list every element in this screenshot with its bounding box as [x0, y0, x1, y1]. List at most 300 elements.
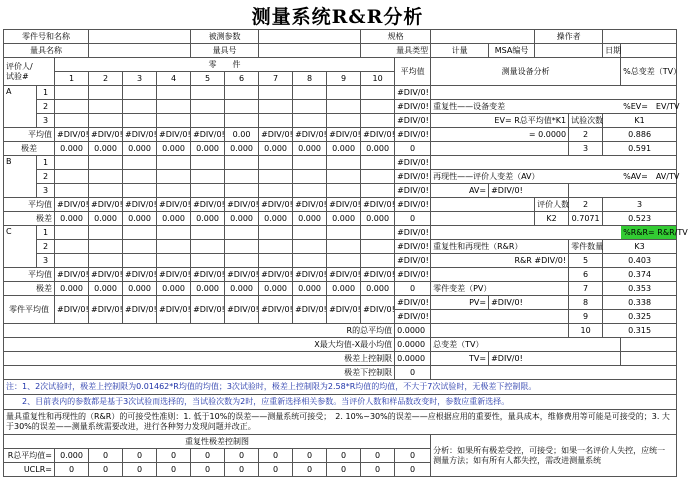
cell-input[interactable]	[89, 254, 123, 268]
part-col-9: 9	[327, 72, 361, 86]
r-avg-value: 0.0000	[395, 324, 431, 338]
a-avg: #DIV/0!	[259, 128, 293, 142]
cell-input[interactable]	[191, 240, 225, 254]
cell-input[interactable]	[225, 254, 259, 268]
chart-ucl-label: UCLR=	[4, 463, 55, 477]
c-avg: #DIV/0!	[191, 268, 225, 282]
a-range: 0.000	[327, 142, 361, 156]
appraiser-b: B	[4, 156, 37, 198]
part-col-4: 4	[157, 72, 191, 86]
cell-input[interactable]	[327, 86, 361, 100]
b-avg: #DIV/0!	[259, 198, 293, 212]
cell-input[interactable]	[293, 254, 327, 268]
cell-input[interactable]	[225, 226, 259, 240]
note-row-3	[4, 410, 677, 435]
ucl-label: 极差上控制限	[4, 352, 395, 366]
trial-no: 1	[37, 226, 55, 240]
cell-input[interactable]	[293, 114, 327, 128]
c-avg: #DIV/0!	[293, 268, 327, 282]
r-avg-label: R的总平均值	[4, 324, 395, 338]
ev-trials-label: 试验次数	[569, 114, 603, 128]
c-range: 0.000	[123, 282, 157, 296]
chart-zero: 0	[361, 449, 395, 463]
rr-parts-label: 零件数量	[569, 240, 603, 254]
cell-input[interactable]	[191, 86, 225, 100]
rr-parts-8: 8	[569, 296, 603, 310]
cell-input[interactable]	[293, 156, 327, 170]
info-row-2	[4, 44, 677, 58]
c-range: 0.000	[225, 282, 259, 296]
cell-input[interactable]	[55, 100, 89, 114]
cell-input[interactable]	[293, 86, 327, 100]
a-range: 0.000	[89, 142, 123, 156]
a-avg: #DIV/0!	[55, 128, 89, 142]
gauge-no-label: 量具号	[191, 44, 259, 58]
cell-input[interactable]	[55, 226, 89, 240]
date-label: 日期	[603, 44, 621, 58]
c-avg-row	[4, 268, 677, 282]
b-trial-3	[4, 184, 677, 198]
part-avg: #DIV/0!	[225, 296, 259, 324]
av-title: 再现性——评价人变差（AV）	[431, 170, 621, 184]
cell-input[interactable]	[327, 100, 361, 114]
row-avg: #DIV/0!	[395, 86, 431, 100]
cell-input[interactable]	[123, 114, 157, 128]
cell-input[interactable]	[225, 86, 259, 100]
part-avg: #DIV/0!	[123, 296, 157, 324]
part-avg-total-2: #DIV/0!	[395, 310, 431, 324]
cell-input[interactable]	[89, 100, 123, 114]
cell-input[interactable]	[259, 226, 293, 240]
b-range-total: 0	[395, 212, 431, 226]
cell-input[interactable]	[259, 254, 293, 268]
c-avg: #DIV/0!	[361, 268, 395, 282]
cell-input[interactable]	[361, 156, 395, 170]
note-row-2	[4, 395, 677, 410]
cell-input[interactable]	[157, 184, 191, 198]
rr-parts-9: 9	[569, 310, 603, 324]
rr-k3-6: 0.374	[603, 268, 677, 282]
msa-label: MSA编号	[489, 44, 535, 58]
ev-blank	[431, 142, 569, 156]
cell-input[interactable]	[259, 156, 293, 170]
b-avg: #DIV/0!	[361, 198, 395, 212]
b-range: 0.000	[123, 212, 157, 226]
cell-input[interactable]	[327, 226, 361, 240]
ev-blank	[431, 86, 621, 100]
cell-input[interactable]	[327, 254, 361, 268]
appraiser-trial-header: 评价人/ 试验#	[4, 58, 55, 86]
analysis-header: 测量设备分析	[431, 58, 621, 86]
header-row-1	[4, 58, 677, 72]
a-range: 0.000	[293, 142, 327, 156]
c-range-total: 0	[395, 282, 431, 296]
cell-input[interactable]	[157, 226, 191, 240]
chart-zero: 0	[191, 449, 225, 463]
cell-input[interactable]	[293, 240, 327, 254]
c-range: 0.000	[361, 282, 395, 296]
tv-value: #DIV/0!	[489, 352, 621, 366]
part-avg: #DIV/0!	[361, 296, 395, 324]
cell-input[interactable]	[157, 86, 191, 100]
cell-input[interactable]	[89, 86, 123, 100]
ev-pct-label: %EV= EV/TV	[621, 100, 677, 114]
rr-parts-6: 6	[569, 268, 603, 282]
part-label: 零件号和名称	[4, 30, 89, 44]
lcl-value: 0	[395, 366, 431, 380]
cell-input[interactable]	[191, 226, 225, 240]
av-blank	[431, 212, 535, 226]
chart-ravg-value: 0.000	[55, 449, 89, 463]
row-avg: #DIV/0!	[395, 156, 431, 170]
cell-input[interactable]	[89, 170, 123, 184]
c-range: 0.000	[55, 282, 89, 296]
tv-blank	[431, 324, 569, 338]
av-n3: 3	[603, 198, 677, 212]
part-avg: #DIV/0!	[55, 296, 89, 324]
cell-input[interactable]	[225, 170, 259, 184]
rr-k3-7: 0.353	[603, 282, 677, 296]
cell-input[interactable]	[191, 114, 225, 128]
c-avg: #DIV/0!	[225, 268, 259, 282]
cell-input[interactable]	[191, 170, 225, 184]
b-range: 0.000	[293, 212, 327, 226]
part-avg: #DIV/0!	[327, 296, 361, 324]
av-k2-2: 0.7071	[569, 212, 603, 226]
spec-value[interactable]	[431, 30, 535, 44]
rr-k3-5: 0.403	[603, 254, 677, 268]
av-blank	[431, 198, 535, 212]
cell-input[interactable]	[89, 184, 123, 198]
part-avg: #DIV/0!	[259, 296, 293, 324]
c-trial-3	[4, 254, 677, 268]
cell-input[interactable]	[123, 184, 157, 198]
c-range-row	[4, 282, 677, 296]
a-range: 0.000	[191, 142, 225, 156]
cell-input[interactable]	[361, 226, 395, 240]
cell-input[interactable]	[293, 100, 327, 114]
b-range-row	[4, 212, 677, 226]
row-avg: #DIV/0!	[395, 170, 431, 184]
b-avg-total: #DIV/0!	[395, 198, 431, 212]
c-range-label: 极差	[4, 282, 55, 296]
rr-k3-8: 0.338	[603, 296, 677, 310]
row-avg: #DIV/0!	[395, 184, 431, 198]
cell-input[interactable]	[225, 184, 259, 198]
cell-input[interactable]	[191, 156, 225, 170]
av-appraisers-label: 评价人数	[535, 198, 569, 212]
row-avg: #DIV/0!	[395, 226, 431, 240]
tv-title: 总变差（TV）	[431, 338, 621, 352]
chart-zero: 0	[123, 463, 157, 477]
cell-input[interactable]	[259, 86, 293, 100]
rr-value: #DIV/0!	[534, 255, 567, 265]
b-avg: #DIV/0!	[191, 198, 225, 212]
b-trial-1	[4, 156, 677, 170]
row-avg: #DIV/0!	[395, 114, 431, 128]
r-avg-row	[4, 324, 677, 338]
chart-zero: 0	[225, 463, 259, 477]
cell-input[interactable]	[361, 184, 395, 198]
cell-input[interactable]	[157, 170, 191, 184]
part-col-3: 3	[123, 72, 157, 86]
chart-zero: 0	[293, 463, 327, 477]
ucl-row	[4, 352, 677, 366]
tv-blank	[431, 366, 677, 380]
cell-input[interactable]	[123, 100, 157, 114]
avg-header: 平均值	[395, 58, 431, 86]
cell-input[interactable]	[55, 86, 89, 100]
a-range: 0.000	[259, 142, 293, 156]
cell-input[interactable]	[55, 254, 89, 268]
chart-ucl-value: 0	[55, 463, 89, 477]
rr-parts-10: 10	[569, 324, 603, 338]
gauge-name-value[interactable]	[89, 44, 191, 58]
page-title: 测量系统R&R分析	[251, 6, 424, 28]
tv-formula: TV=	[431, 352, 489, 366]
cell-input[interactable]	[293, 226, 327, 240]
c-avg: #DIV/0!	[259, 268, 293, 282]
cell-input[interactable]	[123, 254, 157, 268]
rr-parts-5: 5	[569, 254, 603, 268]
part-avg: #DIV/0!	[89, 296, 123, 324]
part-avg: #DIV/0!	[293, 296, 327, 324]
rr-blank	[431, 226, 621, 240]
trial-no: 3	[37, 114, 55, 128]
analysis-note: 分析：如果所有极差受控，可接受；如果一名评价人失控，应统一 测量方法；如有所有人都失控，需改进测量系统	[431, 435, 677, 477]
chart-zero: 0	[395, 449, 431, 463]
pv-formula: PV=	[431, 296, 489, 310]
msa-value[interactable]	[535, 44, 603, 58]
b-trial-2	[4, 170, 677, 184]
cell-input[interactable]	[361, 254, 395, 268]
cell-input[interactable]	[55, 114, 89, 128]
cell-input[interactable]	[157, 254, 191, 268]
b-range-label: 极差	[4, 212, 55, 226]
cell-input[interactable]	[327, 170, 361, 184]
a-avg: #DIV/0!	[361, 128, 395, 142]
trial-no: 3	[37, 184, 55, 198]
tv-blank	[621, 156, 677, 170]
b-avg: #DIV/0!	[55, 198, 89, 212]
cell-input[interactable]	[157, 100, 191, 114]
rr-k3-label: K3	[603, 240, 677, 254]
cell-input[interactable]	[123, 170, 157, 184]
b-avg: #DIV/0!	[89, 198, 123, 212]
part-avg-total: #DIV/0!	[395, 296, 431, 310]
cell-input[interactable]	[225, 156, 259, 170]
cell-input[interactable]	[225, 240, 259, 254]
cell-input[interactable]	[361, 114, 395, 128]
cell-input[interactable]	[259, 240, 293, 254]
cell-input[interactable]	[327, 184, 361, 198]
b-avg: #DIV/0!	[225, 198, 259, 212]
trial-no: 2	[37, 240, 55, 254]
lcl-row	[4, 366, 677, 380]
a-avg-row	[4, 128, 677, 142]
rr-title: 重复性和再现性（R&R）	[431, 240, 569, 254]
a-avg: #DIV/0!	[89, 128, 123, 142]
cell-input[interactable]	[327, 240, 361, 254]
b-avg-row	[4, 198, 677, 212]
ev-value: = 0.0000	[431, 128, 569, 142]
spec-label: 规格	[361, 30, 431, 44]
b-avg: #DIV/0!	[327, 198, 361, 212]
chart-zero: 0	[89, 449, 123, 463]
cell-input[interactable]	[259, 114, 293, 128]
a-range: 0.000	[157, 142, 191, 156]
ev-title: 重复性——设备变差	[431, 100, 621, 114]
cell-input[interactable]	[259, 100, 293, 114]
chart-zero: 0	[293, 449, 327, 463]
cell-input[interactable]	[157, 114, 191, 128]
part-avg-label: 零件平均值	[4, 296, 55, 324]
c-range: 0.000	[259, 282, 293, 296]
part-avg: #DIV/0!	[157, 296, 191, 324]
cell-input[interactable]	[123, 226, 157, 240]
cell-input[interactable]	[191, 184, 225, 198]
cell-input[interactable]	[89, 226, 123, 240]
c-range: 0.000	[327, 282, 361, 296]
cell-input[interactable]	[259, 170, 293, 184]
b-range: 0.000	[157, 212, 191, 226]
cell-input[interactable]	[191, 100, 225, 114]
chart-zero: 0	[157, 449, 191, 463]
ev-k1-3: 0.591	[603, 142, 677, 156]
cell-input[interactable]	[361, 100, 395, 114]
chart-zero: 0	[157, 463, 191, 477]
a-range: 0.000	[123, 142, 157, 156]
c-avg: #DIV/0!	[55, 268, 89, 282]
cell-input[interactable]	[89, 240, 123, 254]
c-avg: #DIV/0!	[157, 268, 191, 282]
cell-input[interactable]	[327, 114, 361, 128]
appraiser-c: C	[4, 226, 37, 268]
cell-input[interactable]	[259, 184, 293, 198]
cell-input[interactable]	[225, 114, 259, 128]
chart-zero: 0	[327, 449, 361, 463]
b-avg: #DIV/0!	[157, 198, 191, 212]
cell-input[interactable]	[89, 114, 123, 128]
tv-blank	[621, 86, 677, 100]
cell-input[interactable]	[89, 156, 123, 170]
chart-zero: 0	[123, 449, 157, 463]
part-value[interactable]	[89, 30, 191, 44]
param-label: 被测参数	[191, 30, 259, 44]
rr-k3-9: 0.325	[603, 310, 677, 324]
b-avg: #DIV/0!	[293, 198, 327, 212]
gauge-type-value[interactable]: 计量	[431, 44, 489, 58]
tv-blank	[621, 338, 677, 352]
c-range: 0.000	[157, 282, 191, 296]
part-avg-row	[4, 296, 677, 310]
a-trial-2	[4, 100, 677, 114]
tv-blank	[621, 352, 677, 366]
trial-no: 2	[37, 100, 55, 114]
av-k2-3: 0.523	[603, 212, 677, 226]
b-range: 0.000	[191, 212, 225, 226]
cell-input[interactable]	[293, 170, 327, 184]
av-formula: AV=	[431, 184, 489, 198]
c-range: 0.000	[293, 282, 327, 296]
c-avg-total: #DIV/0!	[395, 268, 431, 282]
b-range: 0.000	[55, 212, 89, 226]
a-avg: #DIV/0!	[157, 128, 191, 142]
gauge-no-value[interactable]	[259, 44, 361, 58]
a-avg: #DIV/0!	[293, 128, 327, 142]
cell-input[interactable]	[123, 86, 157, 100]
chart-title-row	[4, 435, 677, 449]
trial-no: 1	[37, 86, 55, 100]
cell-input[interactable]	[191, 254, 225, 268]
parts-header: 零 件	[55, 58, 395, 72]
cell-input[interactable]	[361, 170, 395, 184]
chart-zero: 0	[395, 463, 431, 477]
xdiff-row	[4, 338, 677, 352]
a-range-total: 0	[395, 142, 431, 156]
cell-input[interactable]	[123, 156, 157, 170]
cell-input[interactable]	[225, 100, 259, 114]
cell-input[interactable]	[55, 156, 89, 170]
part-col-1: 1	[55, 72, 89, 86]
pv-title: 零件变差（PV）	[431, 282, 569, 296]
a-trial-3	[4, 114, 677, 128]
chart-zero: 0	[89, 463, 123, 477]
lcl-label: 极差下控制限	[4, 366, 395, 380]
ev-trials-2: 2	[569, 128, 603, 142]
av-blank	[569, 184, 677, 198]
a-avg-label: 平均值	[4, 128, 55, 142]
part-col-2: 2	[89, 72, 123, 86]
tv-header: %总变差（TV）	[621, 58, 677, 86]
cell-input[interactable]	[157, 240, 191, 254]
note-1: 注：1、2次试验时，极差上控制限为0.01462*R均值的均值；3次试验时，极差上控制限为2.58*R均值的均值，不大于7次试验时，无极差下控制限。	[4, 380, 677, 395]
a-avg: #DIV/0!	[327, 128, 361, 142]
cell-input[interactable]	[157, 156, 191, 170]
chart-zero: 0	[259, 449, 293, 463]
cell-input[interactable]	[123, 240, 157, 254]
a-trial-1	[4, 86, 677, 100]
c-avg: #DIV/0!	[123, 268, 157, 282]
rr-k3-10: 0.315	[603, 324, 677, 338]
c-avg: #DIV/0!	[89, 268, 123, 282]
cell-input[interactable]	[55, 170, 89, 184]
date-value[interactable]	[621, 44, 677, 58]
rr-parts-7: 7	[569, 282, 603, 296]
a-avg: #DIV/0!	[191, 128, 225, 142]
operator-label: 操作者	[535, 30, 603, 44]
info-row-1	[4, 30, 677, 44]
a-avg: 0.00	[225, 128, 259, 142]
note-row-1	[4, 380, 677, 395]
cell-input[interactable]	[361, 86, 395, 100]
a-range: 0.000	[361, 142, 395, 156]
b-avg: #DIV/0!	[123, 198, 157, 212]
av-n2: 2	[569, 198, 603, 212]
cell-input[interactable]	[293, 184, 327, 198]
row-avg: #DIV/0!	[395, 254, 431, 268]
rr-worksheet	[3, 29, 688, 477]
gauge-name-label: 量具名称	[4, 44, 89, 58]
av-pct-label: %AV= AV/TV	[621, 170, 677, 184]
c-avg: #DIV/0!	[327, 268, 361, 282]
cell-input[interactable]	[327, 156, 361, 170]
param-value[interactable]	[259, 30, 361, 44]
operator-value[interactable]	[603, 30, 677, 44]
cell-input[interactable]	[55, 184, 89, 198]
cell-input[interactable]	[361, 240, 395, 254]
cell-input[interactable]	[55, 240, 89, 254]
